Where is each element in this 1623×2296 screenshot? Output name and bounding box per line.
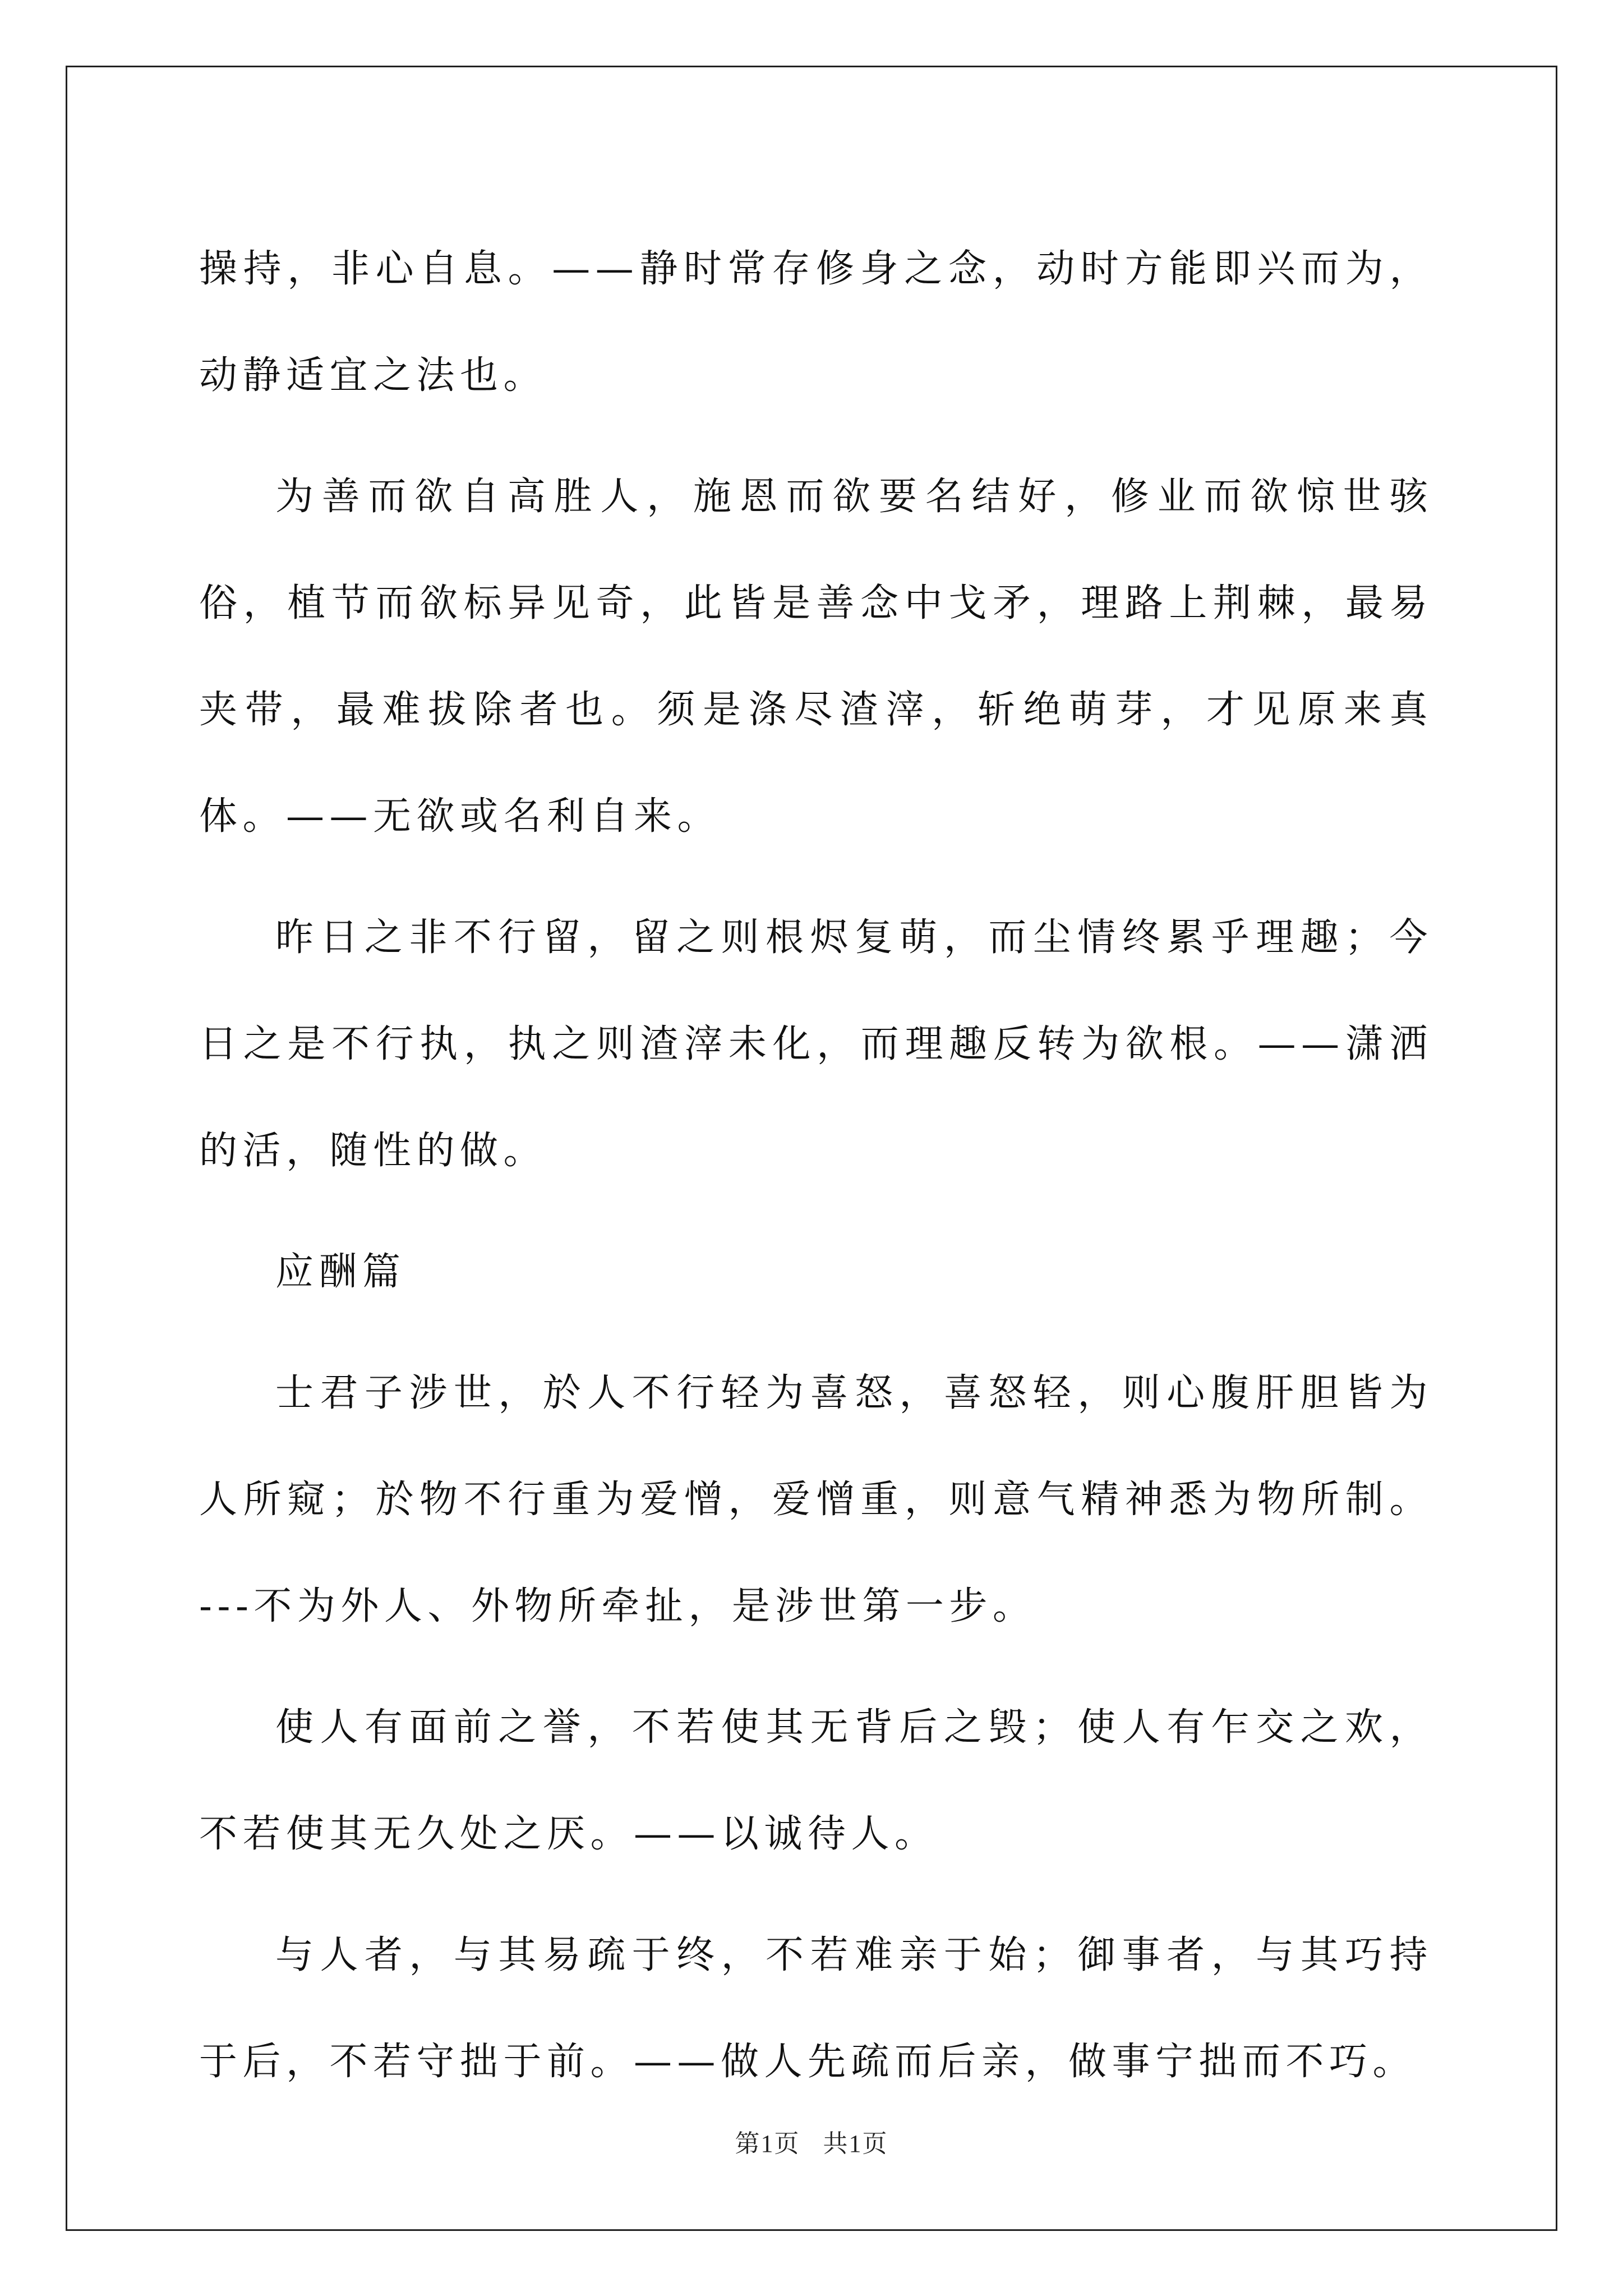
page-footer [0, 2123, 1623, 2159]
paragraph: 与人者，与其易疏于终，不若难亲于始；御事者，与其巧持于后，不若守拙于前。——做人先疏而后亲，做事宁拙而不巧。 [199, 1933, 1433, 2084]
page-number: 第1页 [735, 2130, 800, 2157]
paragraph-continuation: 操持，非心自息。——静时常存修身之念，动时方能即兴而为，动静适宜之法也。 [199, 247, 1433, 398]
paragraph: 昨日之非不行留，留之则根烬复萌，而尘情终累乎理趣；今日之是不行执，执之则渣滓未化，而理趣反转为欲根。——潇洒的活，随性的做。 [199, 915, 1433, 1173]
paragraph: 为善而欲自高胜人，施恩而欲要名结好，修业而欲惊世骇俗，植节而欲标异见奇，此皆是善念中戈矛，理路上荆棘，最易夹带，最难拔除者也。须是涤尽渣滓，斩绝萌芽，才见原来真体。——无欲或名利自来。 [199, 475, 1433, 839]
paragraph: 使人有面前之誉，不若使其无背后之毁；使人有乍交之欢，不若使其无久处之厌。——以诚待人。 [199, 1705, 1433, 1856]
section-heading: 应酬篇 [275, 1250, 406, 1294]
page-total: 共1页 [823, 2130, 888, 2157]
document-body [199, 216, 1433, 2130]
paragraph: 士君子涉世，於人不行轻为喜怒，喜怒轻，则心腹肝胆皆为人所窥；於物不行重为爱憎，爱憎重，则意气精神悉为物所制。---不为外人、外物所牵扯，是涉世第一步。 [199, 1371, 1433, 1628]
